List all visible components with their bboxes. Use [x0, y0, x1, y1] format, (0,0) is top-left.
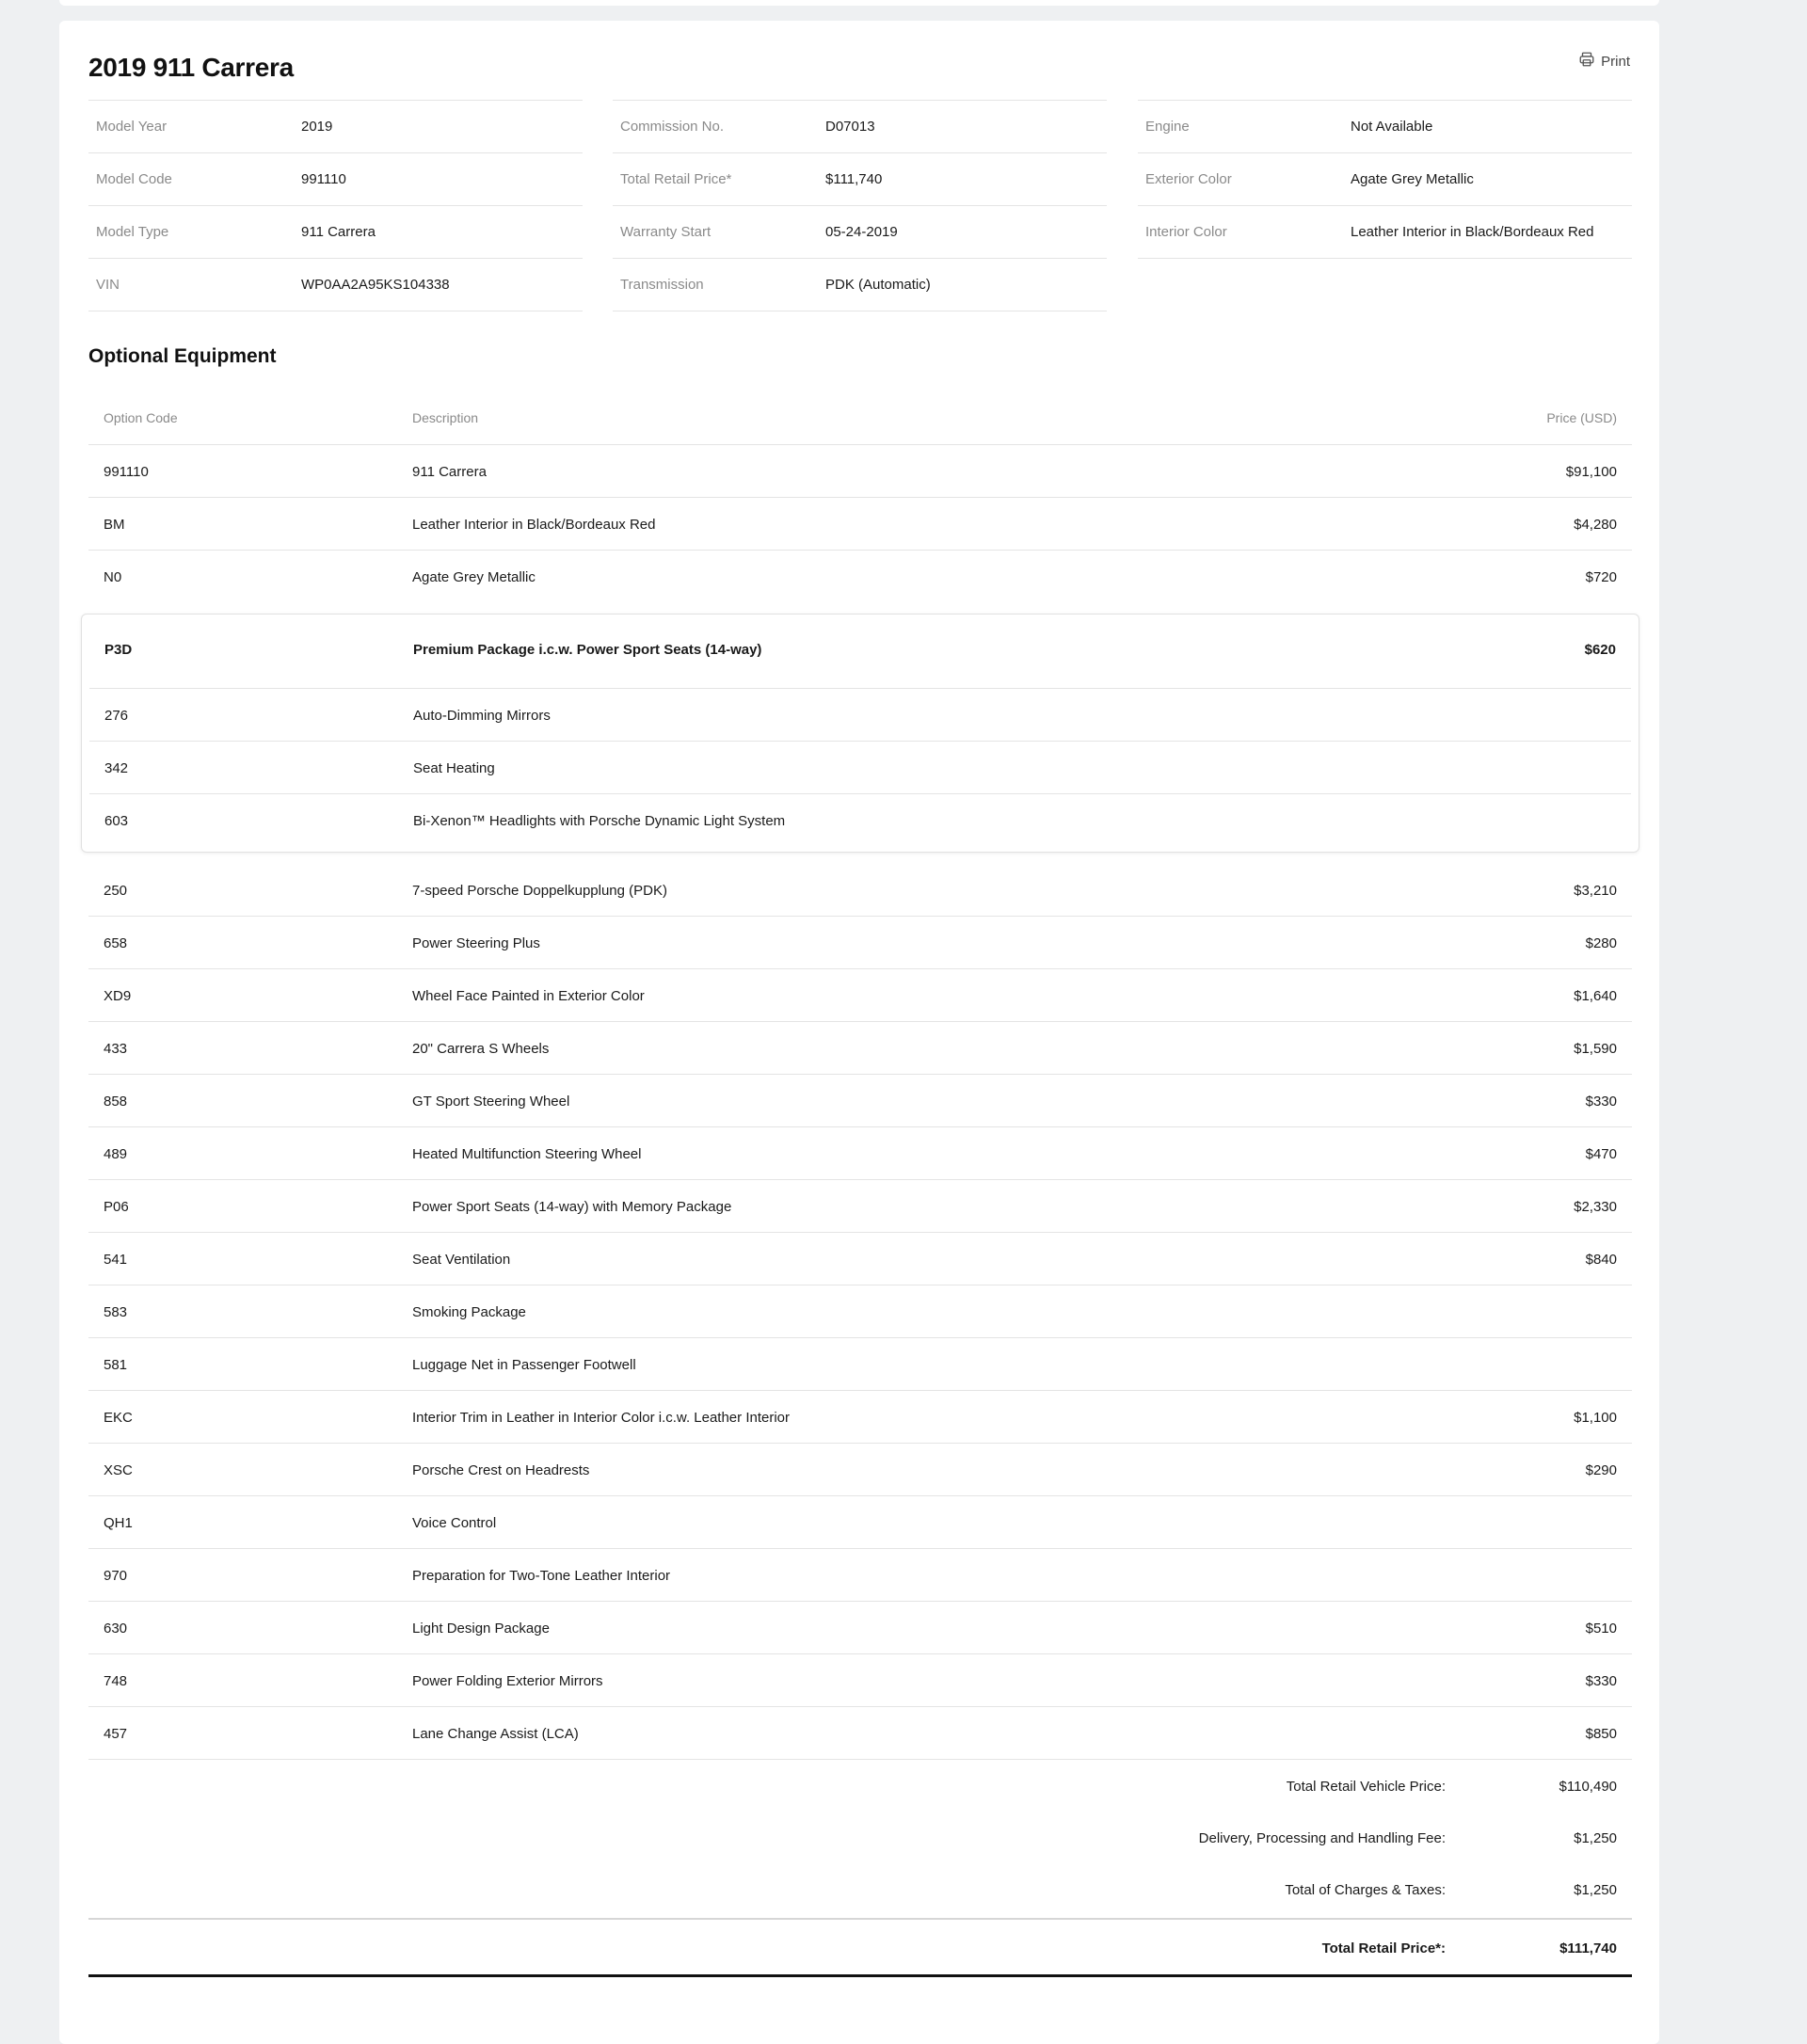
table-row: [88, 1496, 1632, 1549]
spec-value: $111,740: [825, 171, 883, 187]
option-description: 911 Carrera: [412, 464, 487, 480]
option-description: Seat Ventilation: [412, 1252, 511, 1268]
table-row: [88, 917, 1632, 969]
option-code: 991110: [104, 464, 149, 480]
option-price: $1,590: [1574, 1041, 1617, 1057]
option-code: 342: [104, 760, 129, 776]
option-code: 858: [104, 1094, 128, 1110]
option-code: 433: [104, 1041, 128, 1057]
option-price: $91,100: [1565, 464, 1617, 480]
option-code: 541: [104, 1252, 128, 1268]
option-description: Porsche Crest on Headrests: [412, 1462, 590, 1478]
header-description: Description: [412, 410, 479, 425]
table-row: [88, 1285, 1632, 1338]
previous-card-edge: [59, 0, 1659, 6]
table-row: [88, 1127, 1632, 1180]
option-code: EKC: [104, 1410, 133, 1426]
option-price: $280: [1585, 935, 1617, 951]
option-code: 658: [104, 935, 128, 951]
option-price: $2,330: [1574, 1199, 1617, 1215]
spec-value: PDK (Automatic): [825, 277, 931, 293]
spec-column-3: [1138, 100, 1632, 259]
option-code: 276: [104, 708, 129, 724]
option-code: 630: [104, 1621, 128, 1637]
option-description: 7-speed Porsche Doppelkupplung (PDK): [412, 883, 667, 899]
header-option-code: Option Code: [104, 410, 178, 425]
spec-row: [613, 152, 1107, 205]
spec-value: 05-24-2019: [825, 224, 898, 240]
spec-value: Not Available: [1351, 119, 1433, 135]
spec-value: 2019: [301, 119, 333, 135]
spec-row: [613, 205, 1107, 258]
total-vehicle-price-row: [88, 1760, 1632, 1812]
option-price: $1,100: [1574, 1410, 1617, 1426]
table-row: [88, 1707, 1632, 1760]
spec-value: Agate Grey Metallic: [1351, 171, 1474, 187]
option-price: $720: [1585, 569, 1617, 585]
table-row: [88, 1444, 1632, 1496]
option-price: $330: [1585, 1094, 1617, 1110]
delivery-fee-value: $1,250: [1574, 1830, 1617, 1846]
option-description: Light Design Package: [412, 1621, 550, 1637]
option-description: Preparation for Two-Tone Leather Interior: [412, 1568, 671, 1584]
spec-column-1: [88, 100, 583, 311]
package-price: $620: [1584, 642, 1616, 658]
option-price: $850: [1585, 1726, 1617, 1742]
option-description: Smoking Package: [412, 1304, 526, 1320]
option-description: Power Sport Seats (14-way) with Memory Package: [412, 1199, 732, 1215]
spec-value: 911 Carrera: [301, 224, 376, 240]
option-code: N0: [104, 569, 122, 585]
package-item-row: [89, 742, 1631, 794]
option-description: Lane Change Assist (LCA): [412, 1726, 579, 1742]
option-description: Voice Control: [412, 1515, 497, 1531]
options-table: [88, 386, 1632, 1977]
table-row: [88, 1233, 1632, 1285]
total-vehicle-price-label: Total Retail Vehicle Price:: [1286, 1779, 1446, 1795]
table-row: [88, 1391, 1632, 1444]
table-row: [88, 1654, 1632, 1707]
option-price: $330: [1585, 1673, 1617, 1689]
optional-equipment-title: Optional Equipment: [88, 345, 277, 367]
package-description: Premium Package i.c.w. Power Sport Seats (14-way): [413, 642, 762, 658]
spec-row: [1138, 205, 1632, 259]
vehicle-details-card: [59, 21, 1659, 2044]
spec-column-2: [613, 100, 1107, 311]
charges-taxes-value: $1,250: [1574, 1882, 1617, 1898]
spec-value: WP0AA2A95KS104338: [301, 277, 450, 293]
spec-label: Warranty Start: [620, 224, 712, 240]
option-description: Power Steering Plus: [412, 935, 540, 951]
spec-label: Model Type: [96, 224, 169, 240]
total-retail-price-value: $111,740: [1559, 1940, 1617, 1956]
table-row: [88, 1549, 1632, 1602]
option-code: 581: [104, 1357, 128, 1373]
table-header: [88, 386, 1632, 445]
option-code: P06: [104, 1199, 129, 1215]
spec-row: [613, 100, 1107, 152]
option-price: $4,280: [1574, 517, 1617, 533]
spec-label: Model Year: [96, 119, 168, 135]
option-price: $290: [1585, 1462, 1617, 1478]
table-row: [88, 1180, 1632, 1233]
option-description: Power Folding Exterior Mirrors: [412, 1673, 603, 1689]
total-vehicle-price-value: $110,490: [1559, 1779, 1617, 1795]
package-header-row: [89, 615, 1631, 689]
spec-label: Exterior Color: [1145, 171, 1232, 187]
option-price: $470: [1585, 1146, 1617, 1162]
printer-icon: [1578, 51, 1595, 72]
spec-row: [88, 152, 583, 205]
package-item-row: [89, 689, 1631, 742]
option-description: Auto-Dimming Mirrors: [413, 708, 551, 724]
spec-label: Interior Color: [1145, 224, 1227, 240]
option-price: $840: [1585, 1252, 1617, 1268]
table-row: [88, 864, 1632, 917]
total-retail-price-row: [88, 1918, 1632, 1977]
table-row: [88, 1338, 1632, 1391]
spec-row: [1138, 100, 1632, 152]
option-price: $510: [1585, 1621, 1617, 1637]
spec-label: Total Retail Price*: [620, 171, 732, 187]
spec-label: Engine: [1145, 119, 1190, 135]
option-code: BM: [104, 517, 125, 533]
option-code: 748: [104, 1673, 128, 1689]
option-price: $3,210: [1574, 883, 1617, 899]
table-row: [88, 1602, 1632, 1654]
option-code: QH1: [104, 1515, 133, 1531]
delivery-fee-label: Delivery, Processing and Handling Fee:: [1198, 1830, 1446, 1846]
charges-taxes-row: [88, 1863, 1632, 1915]
header-price: Price (USD): [1546, 410, 1617, 425]
option-description: 20" Carrera S Wheels: [412, 1041, 550, 1057]
spec-label: Commission No.: [620, 119, 725, 135]
vehicle-title: 2019 911 Carrera: [88, 53, 294, 82]
option-code: XSC: [104, 1462, 133, 1478]
option-description: Luggage Net in Passenger Footwell: [412, 1357, 636, 1373]
table-row: [88, 1075, 1632, 1127]
delivery-fee-row: [88, 1812, 1632, 1863]
package-group: [81, 614, 1639, 853]
option-description: Interior Trim in Leather in Interior Color i.c.w. Leather Interior: [412, 1410, 791, 1426]
table-row: [88, 1022, 1632, 1075]
table-row: [88, 498, 1632, 551]
table-row: [88, 445, 1632, 498]
print-label: Print: [1601, 53, 1630, 70]
spec-value: D07013: [825, 119, 875, 135]
option-description: Leather Interior in Black/Bordeaux Red: [412, 517, 656, 533]
package-code: P3D: [104, 642, 133, 658]
spec-row: [88, 205, 583, 258]
option-code: 250: [104, 883, 128, 899]
option-description: Seat Heating: [413, 760, 495, 776]
spec-row: [1138, 152, 1632, 205]
package-item-row: [89, 794, 1631, 852]
option-code: 583: [104, 1304, 128, 1320]
option-price: $1,640: [1574, 988, 1617, 1004]
print-button[interactable]: [1578, 51, 1630, 72]
option-code: 489: [104, 1146, 128, 1162]
option-code: XD9: [104, 988, 132, 1004]
option-code: 457: [104, 1726, 128, 1742]
spec-value: 991110: [301, 171, 346, 187]
spec-row: [88, 258, 583, 311]
option-description: Agate Grey Metallic: [412, 569, 536, 585]
spec-label: Model Code: [96, 171, 172, 187]
option-description: Bi-Xenon™ Headlights with Porsche Dynamic Light System: [413, 813, 786, 829]
spec-row: [613, 258, 1107, 311]
option-description: Wheel Face Painted in Exterior Color: [412, 988, 645, 1004]
total-retail-price-label: Total Retail Price*:: [1321, 1940, 1446, 1956]
option-code: 603: [104, 813, 129, 829]
option-code: 970: [104, 1568, 128, 1584]
spec-label: Transmission: [620, 277, 704, 293]
spec-label: VIN: [96, 277, 120, 293]
totals-section: [88, 1760, 1632, 1977]
table-row: [88, 551, 1632, 602]
option-description: Heated Multifunction Steering Wheel: [412, 1146, 642, 1162]
spec-value: Leather Interior in Black/Bordeaux Red: [1351, 224, 1594, 240]
charges-taxes-label: Total of Charges & Taxes:: [1285, 1882, 1446, 1898]
option-description: GT Sport Steering Wheel: [412, 1094, 570, 1110]
spec-row: [88, 100, 583, 152]
table-row: [88, 969, 1632, 1022]
